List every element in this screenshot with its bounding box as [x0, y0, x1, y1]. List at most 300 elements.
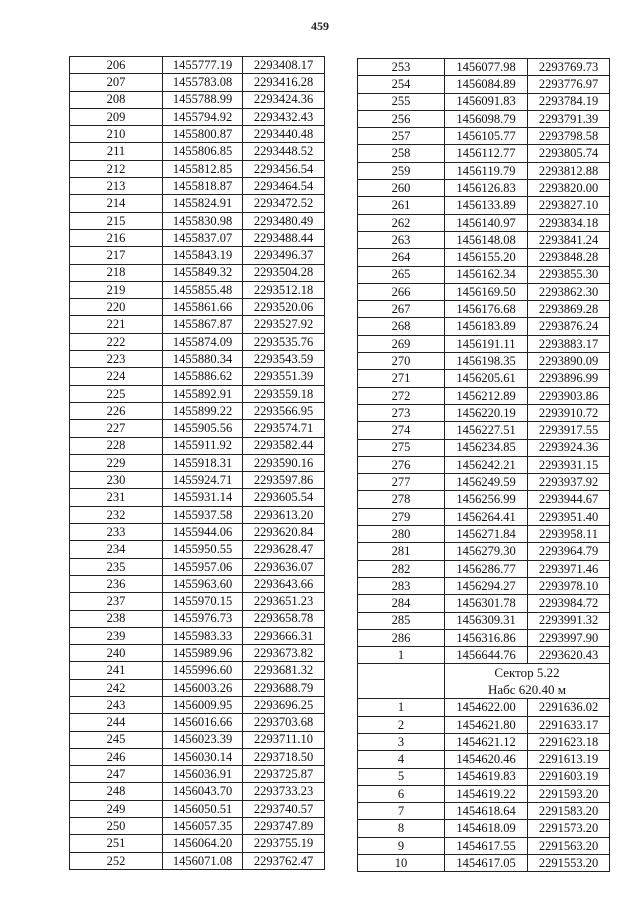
table-row [358, 231, 610, 248]
x-coordinate-cell: 1456084.89 [445, 76, 528, 93]
x-coordinate-cell: 1456227.51 [445, 422, 528, 439]
x-coordinate-cell: 1456183.89 [445, 318, 528, 335]
table-row [358, 145, 610, 162]
x-coordinate-cell: 1456264.41 [445, 508, 528, 525]
x-coordinate-cell: 1455874.09 [163, 333, 243, 350]
y-coordinate-cell: 2293480.49 [243, 212, 325, 229]
x-coordinate-cell: 1454617.55 [445, 837, 528, 854]
x-coordinate-cell: 1455867.87 [163, 316, 243, 333]
page-number: 459 [311, 19, 329, 33]
y-coordinate-cell: 2293566.95 [243, 402, 325, 419]
y-coordinate-cell: 2293512.18 [243, 281, 325, 298]
point-number-cell: 252 [70, 852, 163, 869]
point-number-cell: 238 [70, 610, 163, 627]
x-coordinate-cell: 1455800.87 [163, 126, 243, 143]
x-coordinate-cell: 1455794.92 [163, 108, 243, 125]
y-coordinate-cell: 2293574.71 [243, 420, 325, 437]
point-number-cell: 7 [358, 803, 445, 820]
x-coordinate-cell: 1456148.08 [445, 231, 528, 248]
x-coordinate-cell: 1456050.51 [163, 800, 243, 817]
table-row [358, 59, 610, 76]
point-number-cell: 264 [358, 249, 445, 266]
table-row [70, 783, 325, 800]
point-number-cell: 275 [358, 439, 445, 456]
table-row [70, 454, 325, 471]
table-row [358, 318, 610, 335]
y-coordinate-cell: 2293869.28 [528, 301, 610, 318]
x-coordinate-cell: 1455777.19 [163, 57, 243, 74]
point-number-cell: 280 [358, 526, 445, 543]
point-number-cell: 2 [358, 716, 445, 733]
table-row [358, 803, 610, 820]
point-number-cell: 214 [70, 195, 163, 212]
y-coordinate-cell: 2293432.43 [243, 108, 325, 125]
x-coordinate-cell: 1455892.91 [163, 385, 243, 402]
table-row [358, 162, 610, 179]
y-coordinate-cell: 2293559.18 [243, 385, 325, 402]
y-coordinate-cell: 2293834.18 [528, 214, 610, 231]
y-coordinate-cell: 2293991.32 [528, 612, 610, 629]
table-row [358, 508, 610, 525]
point-number-cell: 229 [70, 454, 163, 471]
point-number-cell: 272 [358, 387, 445, 404]
x-coordinate-cell: 1455861.66 [163, 299, 243, 316]
table-row [70, 160, 325, 177]
x-coordinate-cell: 1455837.07 [163, 229, 243, 246]
y-coordinate-cell: 2293747.89 [243, 818, 325, 835]
x-coordinate-cell: 1455783.08 [163, 74, 243, 91]
point-number-cell: 5 [358, 768, 445, 785]
y-coordinate-cell: 2293944.67 [528, 491, 610, 508]
table-row [70, 679, 325, 696]
point-number-cell: 263 [358, 231, 445, 248]
point-number-cell: 237 [70, 593, 163, 610]
x-coordinate-cell: 1455911.92 [163, 437, 243, 454]
y-coordinate-cell: 2293416.28 [243, 74, 325, 91]
table-row [70, 852, 325, 869]
point-number-cell: 279 [358, 508, 445, 525]
x-coordinate-cell: 1455818.87 [163, 178, 243, 195]
table-row [70, 247, 325, 264]
y-coordinate-cell: 2293964.79 [528, 543, 610, 560]
point-number-cell: 1 [358, 699, 445, 716]
table-row [358, 699, 610, 716]
table-row [70, 731, 325, 748]
y-coordinate-cell: 2293805.74 [528, 145, 610, 162]
table-row [70, 696, 325, 713]
table-row [358, 249, 610, 266]
point-number-cell: 217 [70, 247, 163, 264]
point-number-cell: 255 [358, 93, 445, 110]
y-coordinate-cell: 2293688.79 [243, 679, 325, 696]
x-coordinate-cell: 1454618.09 [445, 820, 528, 837]
point-number-cell: 220 [70, 299, 163, 316]
point-number-cell: 208 [70, 91, 163, 108]
table-row [358, 716, 610, 733]
y-coordinate-cell: 2293590.16 [243, 454, 325, 471]
point-number-cell: 222 [70, 333, 163, 350]
table-row [358, 837, 610, 854]
y-coordinate-cell: 2293855.30 [528, 266, 610, 283]
y-coordinate-cell: 2291553.20 [528, 855, 610, 872]
y-coordinate-cell: 2291573.20 [528, 820, 610, 837]
table-row [70, 541, 325, 558]
point-number-cell: 253 [358, 59, 445, 76]
point-number-cell: 284 [358, 595, 445, 612]
y-coordinate-cell: 2293636.07 [243, 558, 325, 575]
coordinates-table-right-body [358, 59, 610, 664]
table-row [70, 472, 325, 489]
x-coordinate-cell: 1456249.59 [445, 474, 528, 491]
table-row [70, 437, 325, 454]
table-row [70, 800, 325, 817]
table-row [358, 370, 610, 387]
x-coordinate-cell: 1456279.30 [445, 543, 528, 560]
x-coordinate-cell: 1454622.00 [445, 699, 528, 716]
point-number-cell: 259 [358, 162, 445, 179]
y-coordinate-cell: 2293827.10 [528, 197, 610, 214]
y-coordinate-cell: 2293769.73 [528, 59, 610, 76]
y-coordinate-cell: 2291583.20 [528, 803, 610, 820]
table-row [358, 612, 610, 629]
point-number-cell: 216 [70, 229, 163, 246]
point-number-cell: 270 [358, 353, 445, 370]
x-coordinate-cell: 1456169.50 [445, 283, 528, 300]
table-row [358, 820, 610, 837]
table-row [70, 385, 325, 402]
y-coordinate-cell: 2291593.20 [528, 785, 610, 802]
table-row [358, 76, 610, 93]
x-coordinate-cell: 1456023.39 [163, 731, 243, 748]
point-number-cell: 233 [70, 524, 163, 541]
table-row [70, 195, 325, 212]
table-row [358, 353, 610, 370]
y-coordinate-cell: 2293791.39 [528, 110, 610, 127]
point-number-cell: 224 [70, 368, 163, 385]
y-coordinate-cell: 2293673.82 [243, 645, 325, 662]
table-row [358, 768, 610, 785]
x-coordinate-cell: 1456155.20 [445, 249, 528, 266]
point-number-cell: 271 [358, 370, 445, 387]
y-coordinate-cell: 2291623.18 [528, 733, 610, 750]
table-row [70, 714, 325, 731]
table-row [358, 335, 610, 352]
y-coordinate-cell: 2293776.97 [528, 76, 610, 93]
x-coordinate-cell: 1456064.20 [163, 835, 243, 852]
table-row [70, 593, 325, 610]
y-coordinate-cell: 2293703.68 [243, 714, 325, 731]
x-coordinate-cell: 1455849.32 [163, 264, 243, 281]
point-number-cell: 227 [70, 420, 163, 437]
x-coordinate-cell: 1455970.15 [163, 593, 243, 610]
x-coordinate-cell: 1455806.85 [163, 143, 243, 160]
x-coordinate-cell: 1456191.11 [445, 335, 528, 352]
y-coordinate-cell: 2293917.55 [528, 422, 610, 439]
point-number-cell: 254 [358, 76, 445, 93]
x-coordinate-cell: 1456212.89 [445, 387, 528, 404]
table-row [70, 402, 325, 419]
table-row [358, 404, 610, 421]
y-coordinate-cell: 2293628.47 [243, 541, 325, 558]
y-coordinate-cell: 2293784.19 [528, 93, 610, 110]
table-row [70, 143, 325, 160]
y-coordinate-cell: 2293733.23 [243, 783, 325, 800]
x-coordinate-cell: 1456105.77 [445, 128, 528, 145]
x-coordinate-cell: 1455824.91 [163, 195, 243, 212]
point-number-cell: 245 [70, 731, 163, 748]
x-coordinate-cell: 1456309.31 [445, 612, 528, 629]
table-row [70, 74, 325, 91]
point-number-cell: 281 [358, 543, 445, 560]
point-number-cell: 215 [70, 212, 163, 229]
table-row [358, 595, 610, 612]
point-number-cell: 265 [358, 266, 445, 283]
y-coordinate-cell: 2293464.54 [243, 178, 325, 195]
x-coordinate-cell: 1456205.61 [445, 370, 528, 387]
y-coordinate-cell: 2291563.20 [528, 837, 610, 854]
y-coordinate-cell: 2293681.32 [243, 662, 325, 679]
table-row [358, 110, 610, 127]
table-row [70, 558, 325, 575]
y-coordinate-cell: 2293488.44 [243, 229, 325, 246]
table-row [70, 645, 325, 662]
y-coordinate-cell: 2293997.90 [528, 629, 610, 646]
table-row [70, 126, 325, 143]
y-coordinate-cell: 2293798.58 [528, 128, 610, 145]
table-row [358, 439, 610, 456]
x-coordinate-cell: 1456077.98 [445, 59, 528, 76]
point-number-cell: 8 [358, 820, 445, 837]
x-coordinate-cell: 1456043.70 [163, 783, 243, 800]
sector-coordinates-body [358, 699, 610, 872]
y-coordinate-cell: 2293910.72 [528, 404, 610, 421]
point-number-cell: 247 [70, 766, 163, 783]
x-coordinate-cell: 1456198.35 [445, 353, 528, 370]
x-coordinate-cell: 1455830.98 [163, 212, 243, 229]
y-coordinate-cell: 2293862.30 [528, 283, 610, 300]
table-row [70, 299, 325, 316]
x-coordinate-cell: 1454621.12 [445, 733, 528, 750]
point-number-cell: 274 [358, 422, 445, 439]
x-coordinate-cell: 1455976.73 [163, 610, 243, 627]
coordinates-table-left-body [70, 57, 325, 870]
y-coordinate-cell: 2293520.06 [243, 299, 325, 316]
y-coordinate-cell: 2293504.28 [243, 264, 325, 281]
point-number-cell: 282 [358, 560, 445, 577]
x-coordinate-cell: 1456009.95 [163, 696, 243, 713]
point-number-cell: 207 [70, 74, 163, 91]
x-coordinate-cell: 1455989.96 [163, 645, 243, 662]
point-number-cell: 276 [358, 456, 445, 473]
x-coordinate-cell: 1456271.84 [445, 526, 528, 543]
table-row [358, 456, 610, 473]
table-row [70, 506, 325, 523]
y-coordinate-cell: 2293472.52 [243, 195, 325, 212]
point-number-cell: 230 [70, 472, 163, 489]
point-number-cell: 235 [70, 558, 163, 575]
point-number-cell: 209 [70, 108, 163, 125]
y-coordinate-cell: 2293896.99 [528, 370, 610, 387]
y-coordinate-cell: 2293978.10 [528, 577, 610, 594]
y-coordinate-cell: 2291636.02 [528, 699, 610, 716]
x-coordinate-cell: 1456126.83 [445, 180, 528, 197]
x-coordinate-cell: 1456301.78 [445, 595, 528, 612]
y-coordinate-cell: 2293924.36 [528, 439, 610, 456]
y-coordinate-cell: 2293496.37 [243, 247, 325, 264]
point-number-cell: 249 [70, 800, 163, 817]
table-row [358, 214, 610, 231]
table-row [358, 577, 610, 594]
y-coordinate-cell: 2293696.25 [243, 696, 325, 713]
point-number-cell: 258 [358, 145, 445, 162]
x-coordinate-cell: 1456057.35 [163, 818, 243, 835]
point-number-cell: 260 [358, 180, 445, 197]
x-coordinate-cell: 1456016.66 [163, 714, 243, 731]
y-coordinate-cell: 2293643.66 [243, 575, 325, 592]
table-row [358, 526, 610, 543]
table-row [70, 57, 325, 74]
table-row [358, 266, 610, 283]
coordinates-table-left [69, 56, 325, 870]
table-row [358, 560, 610, 577]
table-row [70, 748, 325, 765]
y-coordinate-cell: 2293931.15 [528, 456, 610, 473]
point-number-cell: 236 [70, 575, 163, 592]
table-row [358, 180, 610, 197]
x-coordinate-cell: 1454620.46 [445, 751, 528, 768]
table-row [358, 491, 610, 508]
point-number-cell: 221 [70, 316, 163, 333]
table-row [358, 474, 610, 491]
y-coordinate-cell: 2293543.59 [243, 351, 325, 368]
x-coordinate-cell: 1455812.85 [163, 160, 243, 177]
x-coordinate-cell: 1455944.06 [163, 524, 243, 541]
y-coordinate-cell: 2293984.72 [528, 595, 610, 612]
x-coordinate-cell: 1456112.77 [445, 145, 528, 162]
x-coordinate-cell: 1455899.22 [163, 402, 243, 419]
y-coordinate-cell: 2293876.24 [528, 318, 610, 335]
table-row [358, 387, 610, 404]
point-number-cell: 243 [70, 696, 163, 713]
point-number-cell: 231 [70, 489, 163, 506]
x-coordinate-cell: 1456133.89 [445, 197, 528, 214]
sector-header [445, 664, 610, 699]
x-coordinate-cell: 1456644.76 [445, 647, 528, 664]
y-coordinate-cell: 2293551.39 [243, 368, 325, 385]
point-number-cell: 248 [70, 783, 163, 800]
y-coordinate-cell: 2293718.50 [243, 748, 325, 765]
x-coordinate-cell: 1455886.62 [163, 368, 243, 385]
table-row [70, 281, 325, 298]
point-number-cell: 239 [70, 627, 163, 644]
x-coordinate-cell: 1454619.83 [445, 768, 528, 785]
point-number-cell: 211 [70, 143, 163, 160]
y-coordinate-cell: 2293658.78 [243, 610, 325, 627]
point-number-cell: 268 [358, 318, 445, 335]
y-coordinate-cell: 2291633.17 [528, 716, 610, 733]
table-row [70, 835, 325, 852]
x-coordinate-cell: 1456091.83 [445, 93, 528, 110]
table-row [70, 610, 325, 627]
point-number-cell: 232 [70, 506, 163, 523]
x-coordinate-cell: 1455843.19 [163, 247, 243, 264]
x-coordinate-cell: 1456030.14 [163, 748, 243, 765]
y-coordinate-cell: 2293605.54 [243, 489, 325, 506]
point-number-cell: 261 [358, 197, 445, 214]
table-row [70, 524, 325, 541]
x-coordinate-cell: 1456242.21 [445, 456, 528, 473]
point-number-cell: 4 [358, 751, 445, 768]
table-row [70, 489, 325, 506]
point-number-cell: 226 [70, 402, 163, 419]
point-number-cell: 223 [70, 351, 163, 368]
table-row [358, 629, 610, 646]
sector-header-row [358, 664, 610, 699]
table-row [70, 351, 325, 368]
point-number-cell: 10 [358, 855, 445, 872]
y-coordinate-cell: 2293582.44 [243, 437, 325, 454]
y-coordinate-cell: 2293651.23 [243, 593, 325, 610]
y-coordinate-cell: 2291603.19 [528, 768, 610, 785]
x-coordinate-cell: 1455963.60 [163, 575, 243, 592]
y-coordinate-cell: 2293440.48 [243, 126, 325, 143]
table-row [70, 575, 325, 592]
table-row [358, 751, 610, 768]
sector-subtitle: Набс 620.40 м [487, 682, 567, 698]
point-number-cell: 277 [358, 474, 445, 491]
y-coordinate-cell: 2293620.84 [243, 524, 325, 541]
y-coordinate-cell: 2293725.87 [243, 766, 325, 783]
y-coordinate-cell: 2293711.10 [243, 731, 325, 748]
point-number-cell: 9 [358, 837, 445, 854]
point-number-cell: 242 [70, 679, 163, 696]
y-coordinate-cell: 2293812.88 [528, 162, 610, 179]
y-coordinate-cell: 2293820.00 [528, 180, 610, 197]
x-coordinate-cell: 1454618.64 [445, 803, 528, 820]
point-number-cell: 266 [358, 283, 445, 300]
point-number-cell: 240 [70, 645, 163, 662]
coordinates-table-right [357, 58, 610, 872]
y-coordinate-cell: 2293951.40 [528, 508, 610, 525]
x-coordinate-cell: 1456140.97 [445, 214, 528, 231]
y-coordinate-cell: 2293740.57 [243, 800, 325, 817]
x-coordinate-cell: 1454617.05 [445, 855, 528, 872]
x-coordinate-cell: 1456286.77 [445, 560, 528, 577]
y-coordinate-cell: 2293937.92 [528, 474, 610, 491]
point-number-cell: 3 [358, 733, 445, 750]
x-coordinate-cell: 1455855.48 [163, 281, 243, 298]
point-number-cell: 1 [358, 647, 445, 664]
y-coordinate-cell: 2293620.43 [528, 647, 610, 664]
table-row [358, 422, 610, 439]
y-coordinate-cell: 2293597.86 [243, 472, 325, 489]
point-number-cell: 285 [358, 612, 445, 629]
x-coordinate-cell: 1455880.34 [163, 351, 243, 368]
point-number-cell: 244 [70, 714, 163, 731]
sector-header-section [358, 664, 610, 699]
point-number-cell: 241 [70, 662, 163, 679]
y-coordinate-cell: 2293408.17 [243, 57, 325, 74]
table-row [358, 543, 610, 560]
point-number-cell: 251 [70, 835, 163, 852]
x-coordinate-cell: 1454621.80 [445, 716, 528, 733]
point-number-cell: 219 [70, 281, 163, 298]
table-row [70, 368, 325, 385]
sector-title: Сектор 5.22 [494, 665, 560, 681]
point-number-cell: 206 [70, 57, 163, 74]
x-coordinate-cell: 1456119.79 [445, 162, 528, 179]
point-number-cell: 213 [70, 178, 163, 195]
